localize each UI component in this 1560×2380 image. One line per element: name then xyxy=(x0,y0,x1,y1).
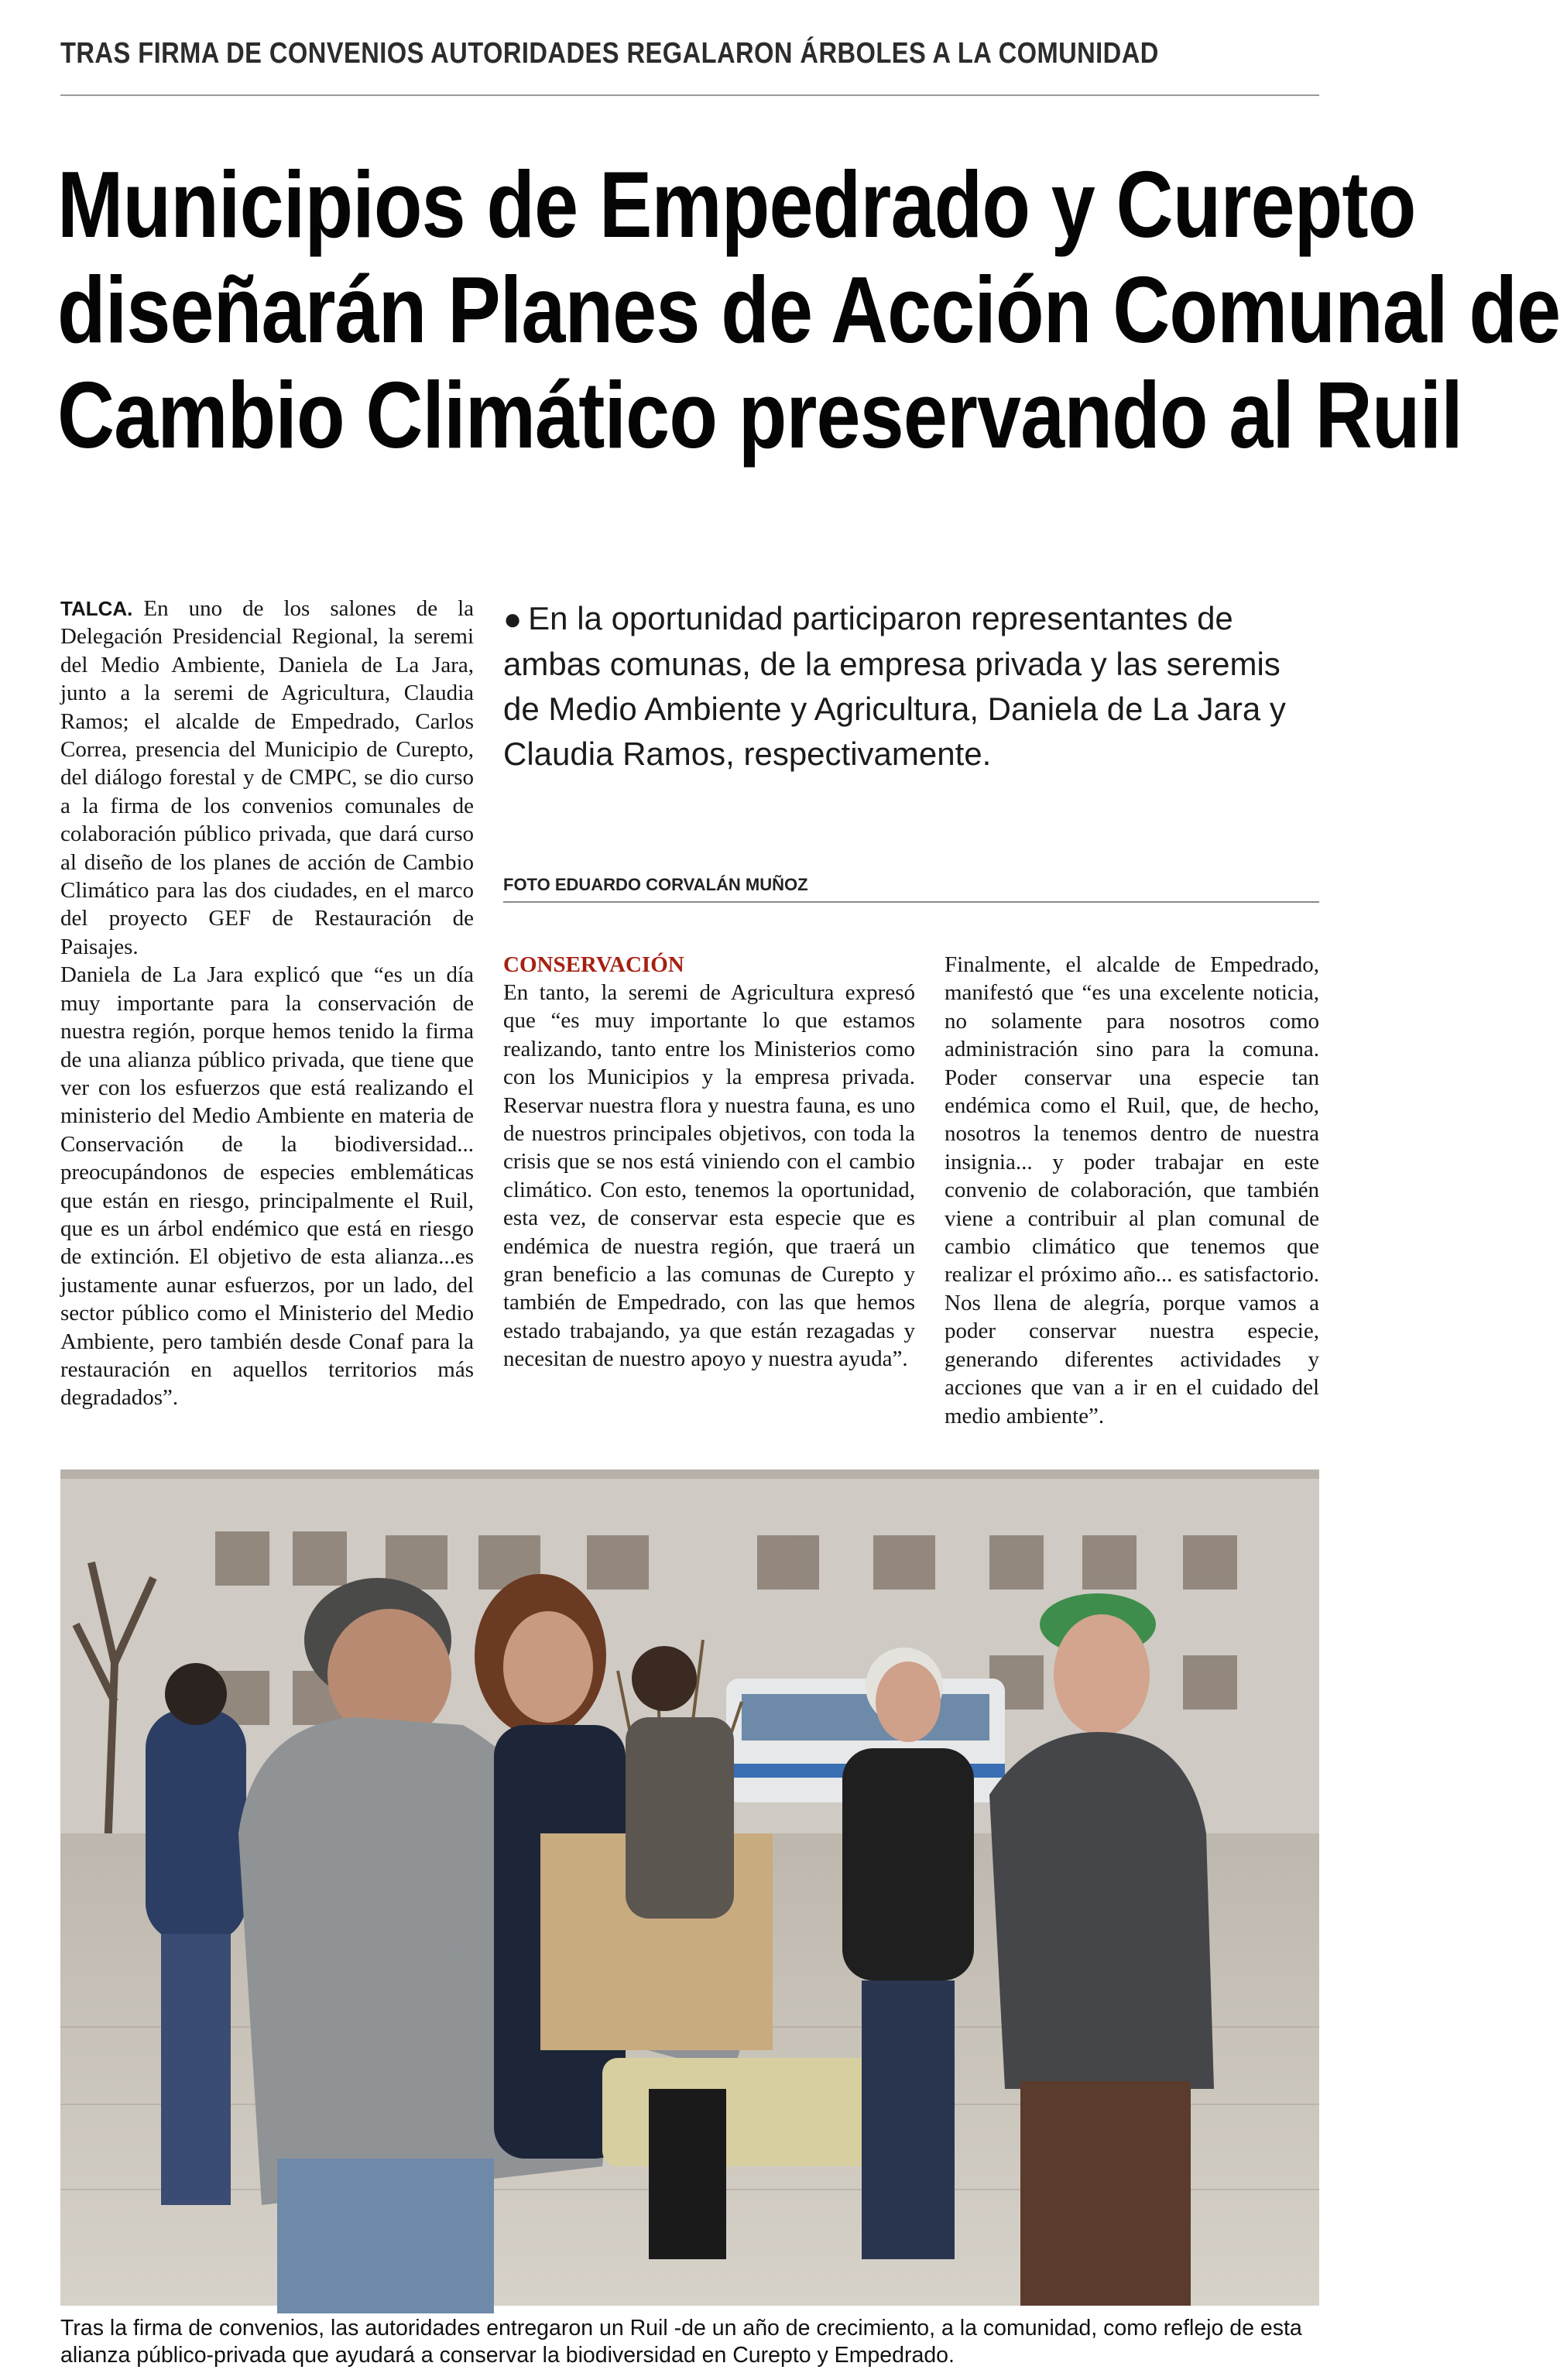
paragraph-text: En uno de los salones de la Delegación Presidencial Regional, la seremi del Medio Ambiente, Daniela de La Jara, junto a la seremi de Agricultura, Claudia Ramos; el alcalde de Empedrado, Carlos Correa, presencia del Municipio de Curepto, del diálogo forestal y de CMPC, se dio curso a la firma de los convenios comunales de colaboración público privada, que dará curso al diseño de los planes de acción de Cambio Climático para las dos ciudades, en el marco del proyecto GEF de Restauración de Paisajes. xyxy=(60,596,474,959)
article-column-1 xyxy=(60,595,474,1412)
paragraph xyxy=(60,595,474,961)
paragraph: En tanto, la seremi de Agricultura expresó que “es muy importante lo que estamos realizando, tanto entre los Ministerios como con los Municipios y la empresa privada. Reservar nuestra flora y nuestra fauna, es uno de nuestros principales objetivos, con toda la crisis que se nos está viniendo con el cambio climático. Con esto, tenemos la oportunidad, esta vez, de conservar esta especie que es endémica de nuestra región, que traerá un gran beneficio a las comunas de Curepto y también de Empedrado, con las que hemos estado trabajando, ya que están rezagadas y necesitan de nuestro apoyo y nuestra ayuda”. xyxy=(503,980,915,1372)
kicker-divider xyxy=(60,94,1319,96)
credit-divider xyxy=(503,901,1319,903)
pull-quote-text: En la oportunidad participaron representantes de ambas comunas, de la empresa privada y las seremis de Medio Ambiente y Agricultura, Daniela de La Jara y Claudia Ramos, respectivamente. xyxy=(503,600,1286,772)
photo-credit: FOTO EDUARDO CORVALÁN MUÑOZ xyxy=(503,875,808,894)
kicker: TRAS FIRMA DE CONVENIOS AUTORIDADES REGALARON ÁRBOLES A LA COMUNIDAD xyxy=(60,37,1159,70)
headline-line: Municipios de Empedrado y Curepto xyxy=(57,152,1416,257)
headline-line: Cambio Climático preservando al Ruil xyxy=(57,362,1462,468)
subhead: CONSERVACIÓN xyxy=(503,952,684,977)
headline-line: diseñarán Planes de Acción Comunal de xyxy=(57,257,1560,362)
paragraph: Finalmente, el alcalde de Empedrado, manifestó que “es una excelente noticia, no solamente para nosotros como administración sino para la comuna. Poder conservar una especie tan endémica como el Ruil, que, de hecho, nosotros la tenemos dentro de nuestra insignia... y poder trabajar en este convenio de colaboración, que también viene a contribuir al plan comunal de cambio climático que tenemos que realizar el próximo año... es satisfactorio. Nos llena de alegría, porque vamos a poder conservar nuestra especie, generando diferentes actividades y acciones que van a ir en el cuidado del medio ambiente”. xyxy=(945,952,1319,1428)
paragraph: Daniela de La Jara explicó que “es un día muy importante para la conservación de nuestra región, porque hemos tenido la firma de una alianza público privada, que tiene que ver con los esfuerzos que está realizando el ministerio del Medio Ambiente en materia de Conservación de la biodiversidad... preocupándonos de especies emblemáticas que están en riesgo, principalmente el Ruil, que es un árbol endémico que está en riesgo de extinción. El objetivo de esta alianza...es justamente aunar esfuerzos, por un lado, del sector público como el Ministerio del Medio Ambiente, pero también desde Conaf para la restauración en aquellos territorios más degradados”. xyxy=(60,962,474,1411)
photo-caption: Tras la firma de convenios, las autoridades entregaron un Ruil -de un año de crecimiento, a la comunidad, como reflejo de esta alianza público-privada que ayudará a conservar la biodiversidad en Curepto y Empedrado. xyxy=(60,2316,1302,2368)
dateline: TALCA. xyxy=(60,597,133,620)
article-column-3 xyxy=(945,951,1319,1430)
article-photo xyxy=(60,1469,1319,2306)
pull-quote xyxy=(503,596,1319,777)
bullet-icon: ● xyxy=(503,602,523,636)
headline xyxy=(57,152,1560,468)
article-column-2 xyxy=(503,951,915,1373)
